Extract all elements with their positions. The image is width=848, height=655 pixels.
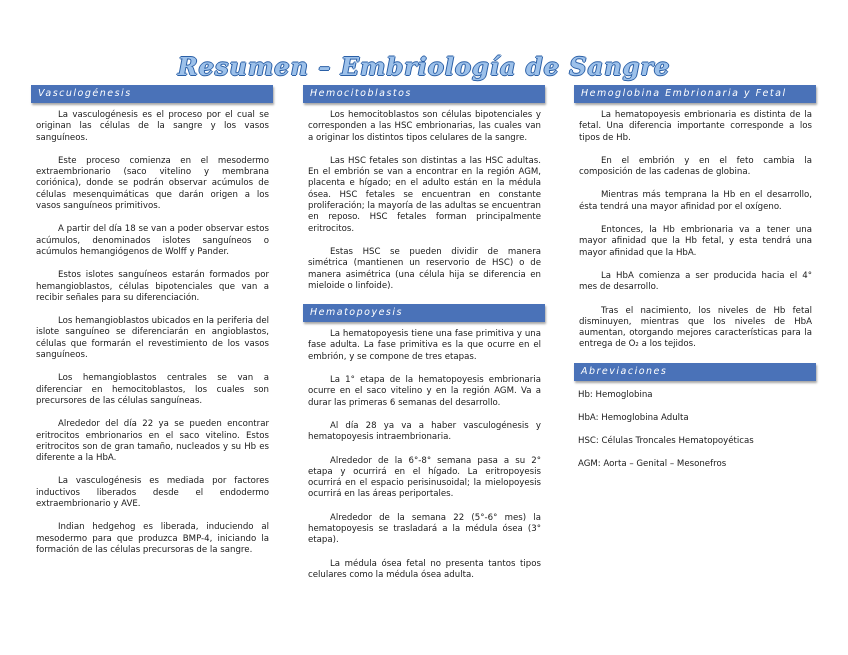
paragraph: Alrededor de la semana 22 (5°-6° mes) la hematopoyesis se trasladará a la médula ósea (3° etapa).	[308, 512, 541, 546]
paragraph: Indian hedgehog es liberada, induciendo al mesodermo para que produzca BMP-4, iniciando la formación de las células precursoras de la sangre.	[36, 522, 269, 555]
paragraph: La vasculogénesis es el proceso por el cual se originan las células de la sangre y los vasos sanguíneos.	[36, 110, 269, 143]
paragraph: Entonces, la Hb embrionaria va a tener una mayor afinidad que la Hb fetal, y esta tendrá una mayor afinidad que la HbA.	[579, 225, 812, 258]
paragraph: Los hemocitoblastos son células bipotenciales y corresponden a las HSC embrionarias, las cuales van a originar los distintos tipos celulares de la sangre.	[308, 110, 541, 143]
paragraph: Tras el nacimiento, los niveles de Hb fetal disminuyen, mientras que los niveles de HbA aumentan, otorgando mejores características para la entrega de O₂ a los tejidos.	[579, 305, 812, 350]
section-header-abreviaciones: Abreviaciones	[574, 363, 816, 381]
paragraph: Estos islotes sanguíneos estarán formados por hemangioblastos, células bipotenciales que van a recibir señales para su diferenciación.	[36, 270, 269, 303]
paragraph: Estas HSC se pueden dividir de manera simétrica (mantienen un reservorio de HSC) o de manera asimétrica (una célula hija se diferencia en mieloide o linfoide).	[308, 246, 541, 291]
paragraph: A partir del día 18 se van a poder observar estos acúmulos, denominados islotes sanguíneos o acúmulos hemangiógenos de Wolff y Pander.	[36, 224, 269, 257]
page-title: Resumen – Embriología de Sangre	[177, 52, 671, 81]
section-header-hematopoyesis: Hematopoyesis	[303, 304, 545, 322]
column-hemocitoblastos	[303, 85, 545, 581]
paragraph: La médula ósea fetal no presenta tantos tipos celulares como la médula ósea adulta.	[308, 558, 541, 580]
paragraph: Al día 28 ya va a haber vasculogénesis y hematopoyesis intraembrionaria.	[308, 420, 541, 443]
section-header-vasculogenesis: Vasculogénesis	[31, 85, 273, 103]
abbreviation-item: AGM: Aorta – Genital – Mesonefros	[578, 458, 727, 469]
column-vasculogenesis	[31, 85, 273, 556]
paragraph: Las HSC fetales son distintas a las HSC adultas. En el embrión se van a encontrar en la región AGM, placenta e hígado; en el adulto están en la médula ósea. HSC fetales se encuentran en constante proliferación; la mayoría de las adultas se encuentran en reposo. HSC fetales forman principalmente eritrocitos.	[308, 155, 541, 234]
paragraph: Alrededor de la 6°-8° semana pasa a su 2° etapa y ocurrirá en el hígado. La eritropoyesis ocurrirá en el espacio perisinusoidal; la mielopoyesis ocurrirá en las áreas periportales.	[308, 455, 541, 500]
paragraph: Este proceso comienza en el mesodermo extraembrionario (saco vitelino y membrana coriónica), donde se podrán observar acúmulos de células mesenquimáticas que darán origen a los vasos sanguíneos primitivos.	[36, 155, 269, 212]
paragraph: Los hemangioblastos ubicados en la periferia del islote sanguíneo se diferenciarán en angioblastos, células que formarán el revestimiento de los vasos sanguíneos.	[36, 316, 269, 361]
paragraph: La HbA comienza a ser producida hacia el 4° mes de desarrollo.	[579, 270, 812, 293]
paragraph: Mientras más temprana la Hb en el desarrollo, ésta tendrá una mayor afinidad por el oxígeno.	[579, 190, 812, 212]
abbreviation-item: HbA: Hemoglobina Adulta	[578, 412, 689, 423]
column-hemoglobina	[574, 85, 816, 470]
paragraph: En el embrión y en el feto cambia la composición de las cadenas de globina.	[579, 155, 812, 178]
paragraph: Los hemangioblastos centrales se van a diferenciar en hemocitoblastos, los cuales son precursores de las células sanguíneas.	[36, 373, 269, 406]
paragraph: La hematopoyesis tiene una fase primitiva y una fase adulta. La fase primitiva es la que ocurre en el embrión, y se compone de tres etapas.	[308, 329, 541, 362]
section-header-hemocitoblastos: Hemocitoblastos	[303, 85, 545, 103]
paragraph: La vasculogénesis es mediada por factores inductivos liberados desde el endodermo extraembrionario y AVE.	[36, 476, 269, 510]
section-header-hemoglobina: Hemoglobina Embrionaria y Fetal	[574, 85, 816, 103]
paragraph: Alrededor del día 22 ya se pueden encontrar eritrocitos embrionarios en el saco vitelino. Estos eritrocitos son de gran tamaño, nucleados y su Hb es diferente a la HbA.	[36, 419, 269, 464]
paragraph: La 1° etapa de la hematopoyesis embrionaria ocurre en el saco vitelino y en la región AGM. Va a durar las primeras 6 semanas del desarrollo.	[308, 375, 541, 408]
abbreviation-item: HSC: Células Troncales Hematopoyéticas	[578, 435, 754, 446]
paragraph: La hematopoyesis embrionaria es distinta de la fetal. Una diferencia importante corresponde a los tipos de Hb.	[579, 110, 812, 143]
abbreviation-item: Hb: Hemoglobina	[578, 389, 653, 400]
